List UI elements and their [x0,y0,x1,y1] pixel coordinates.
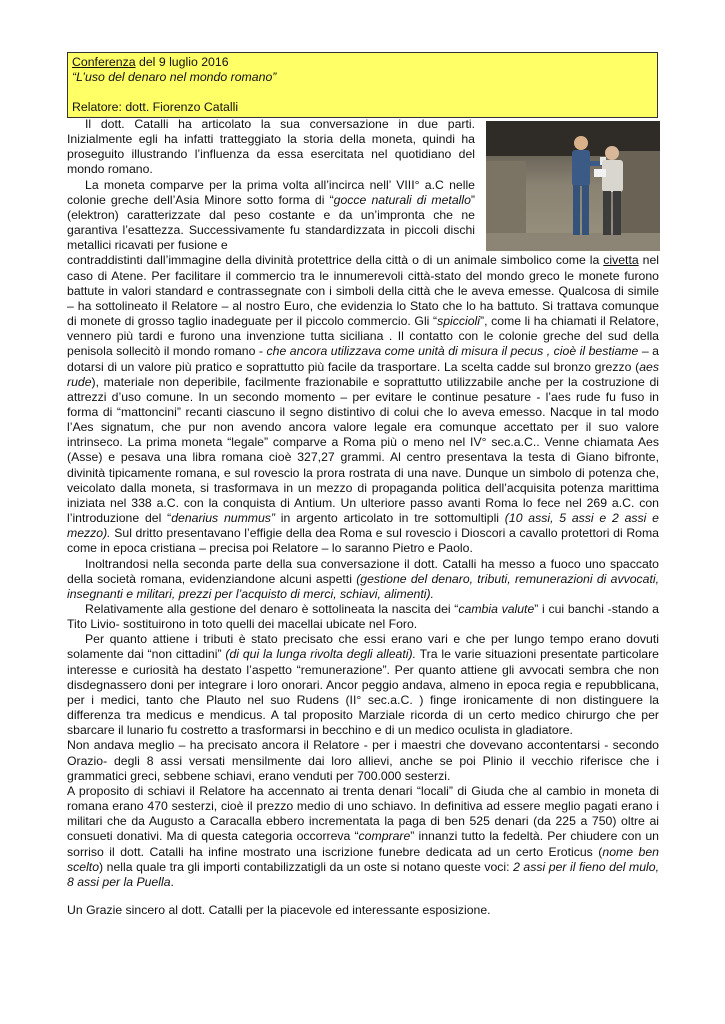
article-body [67,117,659,918]
paragraph-society: Inoltrandosi nella seconda parte della sua conversazione il dott. Catalli ha messo a fuoco uno spaccato della società romana, evidenziandone alcuni aspetti (gestione del denaro, tributi, remunerazioni di avvocati, insegnanti e militari, prezzi per l’acquisto di merci, schiavi, alimenti). [67,556,659,601]
conference-date-line [72,55,653,70]
conference-label: Conferenza [72,55,136,69]
conference-title: “L’uso del denaro nel mondo romano” [72,70,277,84]
conference-header-box [67,52,658,118]
civetta-word: civetta [603,253,639,268]
conference-date: del 9 luglio 2016 [135,55,229,69]
paragraph-coin-history: La moneta comparve per la prima volta all’incirca nell’ VIII° a.C nelle colonie greche dell’Asia Minore sotto forma di “gocce naturali di metallo” (elektron) caratterizzate dal peso costante e da un’impronta che ne garantiva l’esattezza. Successivamente fu standardizzata in piccoli dischi metallici ricavati per fusione e contraddistinti dall’immagine della divinità protettrice della città o di un animale simbolico come la civetta nel caso di Atene. Per facilitare il commercio tra le innumerevoli città-stato del mondo greco le monete furono battute in valori standard e contrassegnate con i simboli della città che le aveva emesse. Qualcosa di simile – ha sottolineato il Relatore – al nostro Euro, che evidenzia lo Stato che lo ha battuto. Si trattava comunque di monete di grosso taglio inadeguate per il piccolo commercio. Gli “spiccioli”, come li ha chiamati il Relatore, vennero più tardi e furono una invenzione tutta siciliana . Il contatto con le colonie greche del sud della penisola sollecitò il mondo romano - che ancora utilizzava come unità di misura il pecus , cioè il bestiame – a dotarsi di un valore più pratico e soprattutto più facile da trasportare. La scelta cadde sul bronzo grezzo (aes rude), materiale non deperibile, facilmente frazionabile e soprattutto utilizzabile anche per la costruzione di attrezzi d’uso comune. In un secondo momento – per evitare le continue pesature - l’aes rude fu fuso in forma di “mattoncini” recanti ciascuno il segno distintivo di colui che lo aveva emesso. Nacque in tal modo l’Aes signatum, che pur non avendo ancora valore legale era comunque accettato per il suo valore intrinseco. La prima moneta “legale” comparve a Roma più o meno nel IV° sec.a.C.. Venne chiamata Aes (Asse) e pesava una libra romana cioè 327,27 grammi. Al centro presentava la testa di Giano bifronte, divinità tipicamente romana, e sul rovescio la prora rostrata di una nave. Dunque un simbolo di potenza che, veicolato dalla moneta, si trasformava in un mezzo di propaganda politica dell’acquisita potenza marittima iniziata nel 338 a.C. con la conquista di Antium. Un ulteriore passo avanti Roma lo fece nel 269 a.C. con l’introduzione del “denarius nummus” in argento articolato in tre sottomultipli (10 assi, 5 assi e 2 assi e mezzo). Sul dritto presentavano l’effigie della dea Roma e sul rovescio i Dioscori a cavallo protettori di Roma come in epoca cristiana – precisa poi Relatore – lo saranno Pietro e Paolo. [67,177,659,556]
speaker-line: Relatore: dott. Fiorenzo Catalli [72,100,239,114]
paragraph-money-management: Relativamente alla gestione del denaro è sottolineata la nascita dei “cambia valute” i cui banchi -stando a Tito Livio- sostituirono in toto quelli dei macellai ubicate nel Foro. [67,602,659,632]
closing-thanks: Un Grazie sincero al dott. Catalli per la piacevole ed interessante esposizione. [67,902,491,917]
paragraph-teachers: Non andava meglio – ha precisato ancora il Relatore - per i maestri che dovevano accontentarsi - secondo Orazio- degli 8 assi versati mensilmente dai loro allievi, anche se poi Plinio il vecchio riferisce che i grammatici greci, sebbene schiavi, erano venduti per 700.000 sesterzi. [67,738,659,783]
paragraph-intro: Il dott. Catalli ha articolato la sua conversazione in due parti. Inizialmente egli ha infatti tratteggiato la storia della moneta, quindi ha proseguito illustrando l’influenza da essa esercitata nel quotidiano del mondo romano. [67,117,475,177]
paragraph-tributes: Per quanto attiene i tributi è stato precisato che essi erano vari e che per lungo tempo erano dovuti solamente dai “non cittadini” (di qui la lunga rivolta degli alleati). Tra le varie situazioni presentate particolare interesse e curiosità ha destato l’aspetto “remunerazione”. Per quanto attiene gli avvocati sembra che non disdegnassero doni per integrare i loro onorari. Ancor peggio andava, almeno in epoca regia e repubblicana, per i medici, tanto che Plauto nel suo Rudens (II° sec.a.C. ) finge ironicamente di non distinguere la differenza tra medicus e mendicus. A tal proposito Marziale ricorda di un certo medico chirurgo che per sbarcare il lunario fu costretto a trasformarsi in becchino e di un medico oculista in gladiatore. [67,632,659,738]
paragraph-slaves: A proposito di schiavi il Relatore ha accennato ai trenta denari “locali” di Giuda che al cambio in moneta di romana erano 470 sesterzi, cioè il prezzo medio di uno schiavo. In definitiva ad essere meglio pagati erano i militari che da Augusto a Caracalla ebbero incrementata la paga di ben 525 denari (da 225 a 750) oltre ai consueti donativi. Ma di questa categoria occorreva “comprare” innanzi tutto la fedeltà. Per chiudere con un sorriso il dott. Catalli ha infine mostrato una iscrizione funebre dedicata ad un certo Eroticus (nome ben scelto) nella quale tra gli importi contabilizzatigli da un oste si notano queste voci: 2 assi per il fieno del mulo, 8 assi per la Puella. [67,783,659,889]
